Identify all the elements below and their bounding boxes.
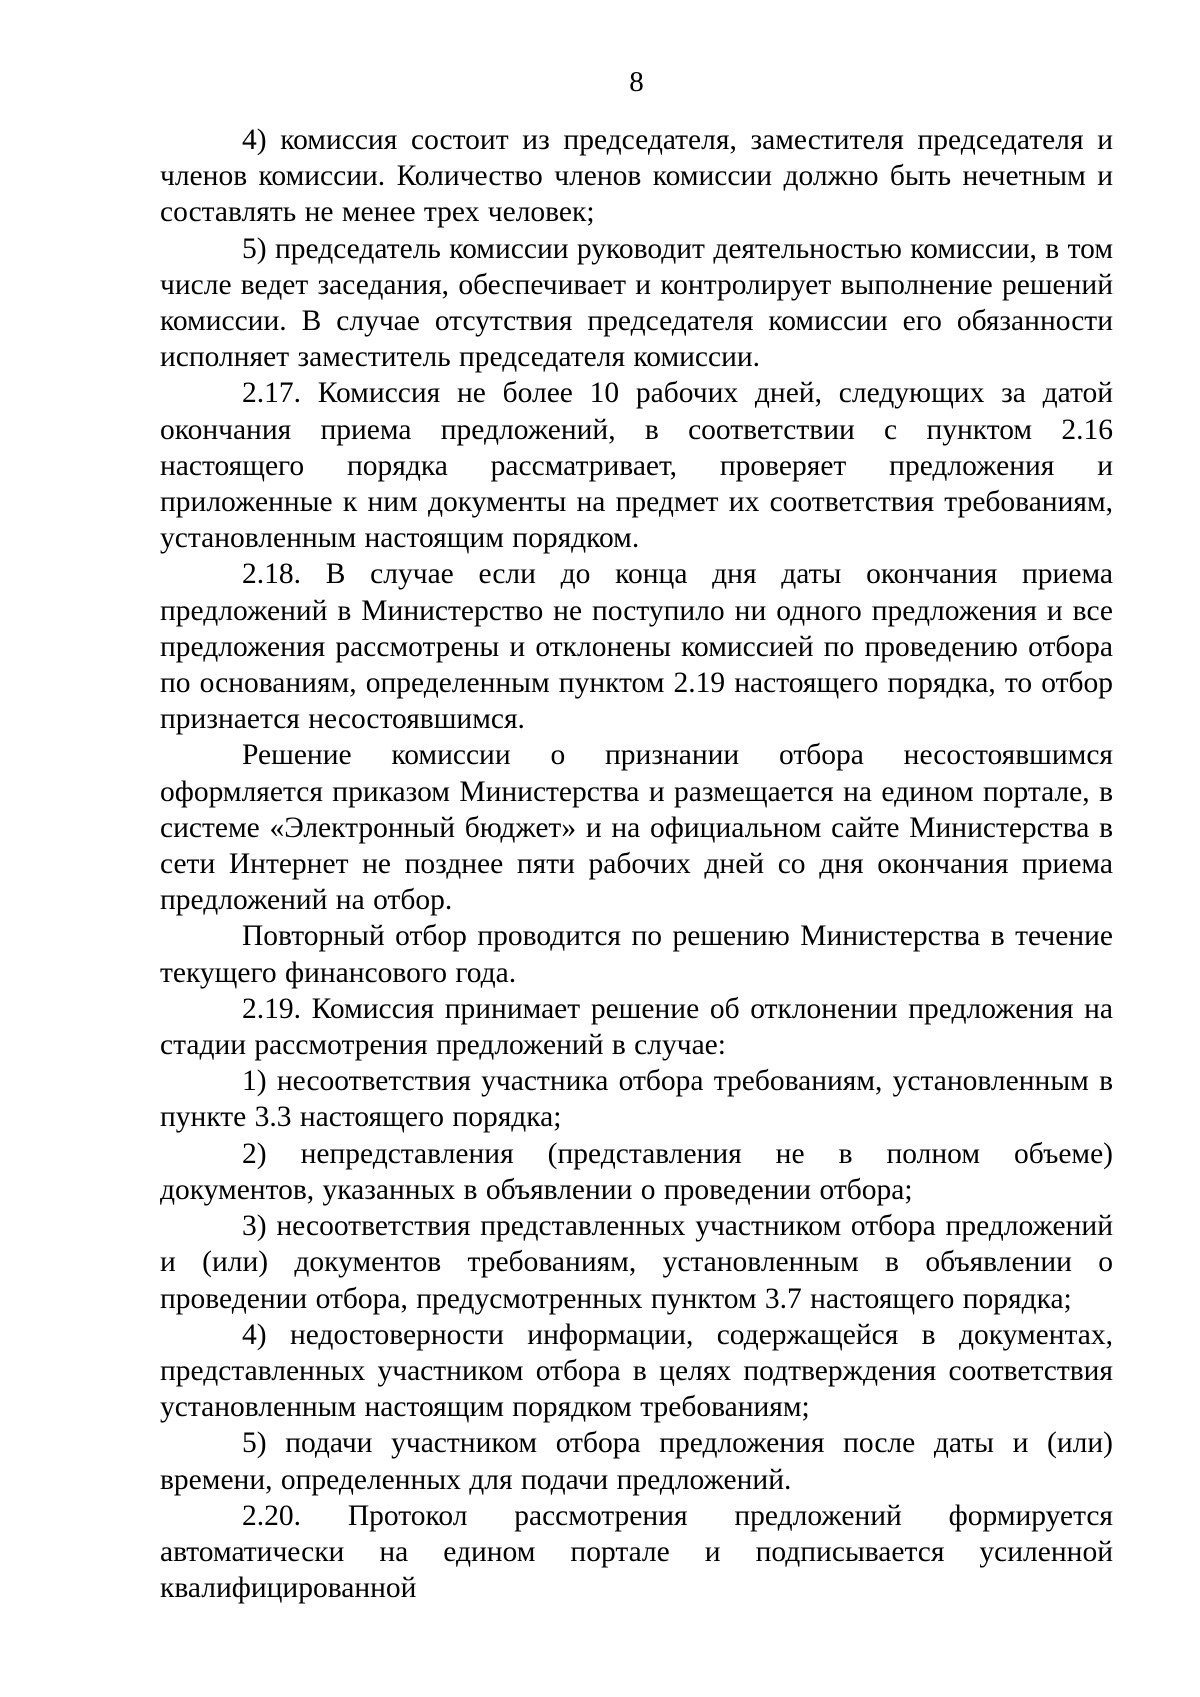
paragraph: 2.17. Комиссия не более 10 рабочих дней, следующих за датой окончания приема предложений, в соответствии с пунктом 2.16 настоящего порядка рассматривает, проверяет предложения и приложенные к ним документы на предмет их соответствия требованиям, установленным настоящим порядком. (160, 377, 1113, 555)
page-number: 8 (629, 66, 644, 98)
paragraph: 3) несоответствия представленных участником отбора предложений и (или) документов требованиям, установленным в объявлении о проведении отбора, предусмотренных пунктом 3.7 настоящего порядка; (160, 1210, 1113, 1315)
paragraph: 2.18. В случае если до конца дня даты окончания приема предложений в Министерство не поступило ни одного предложения и все предложения рассмотрены и отклонены комиссией по проведению отбора по основаниям, определенным пунктом 2.19 настоящего порядка, то отбор признается несостоявшимся. (160, 558, 1113, 736)
paragraph: 5) председатель комиссии руководит деятельностью комиссии, в том числе ведет заседания, обеспечивает и контролирует выполнение решений комиссии. В случае отсутствия председателя комиссии его обязанности исполняет заместитель председателя комиссии. (160, 232, 1113, 374)
paragraph: 1) несоответствия участника отбора требованиям, установленным в пункте 3.3 настоящего порядка; (160, 1065, 1113, 1134)
document-body (160, 122, 1113, 1606)
paragraph: 2.19. Комиссия принимает решение об отклонении предложения на стадии рассмотрения предложений в случае: (160, 992, 1113, 1062)
paragraph: 4) недостоверности информации, содержащейся в документах, представленных участником отбора в целях подтверждения соответствия установленным настоящим порядком требованиям; (160, 1318, 1113, 1424)
paragraph: 2) непредставления (представления не в полном объеме) документов, указанных в объявлении о проведении отбора; (160, 1137, 1113, 1206)
paragraph: Решение комиссии о признании отбора несостоявшимся оформляется приказом Министерства и размещается на едином портале, в системе «Электронный бюджет» и на официальном сайте Министерства в сети Интернет не позднее пяти рабочих дней со дня окончания приема предложений на отбор. (160, 739, 1113, 917)
paragraph: 2.20. Протокол рассмотрения предложений формируется автоматически на едином портале и подписывается усиленной квалифицированной (160, 1499, 1113, 1605)
paragraph: 5) подачи участником отбора предложения после даты и (или) времени, определенных для подачи предложений. (160, 1427, 1113, 1496)
paragraph: Повторный отбор проводится по решению Министерства в течение текущего финансового года. (160, 920, 1113, 989)
paragraph: 4) комиссия состоит из председателя, заместителя председателя и членов комиссии. Количество членов комиссии должно быть нечетным и составлять не менее трех человек; (160, 124, 1113, 229)
